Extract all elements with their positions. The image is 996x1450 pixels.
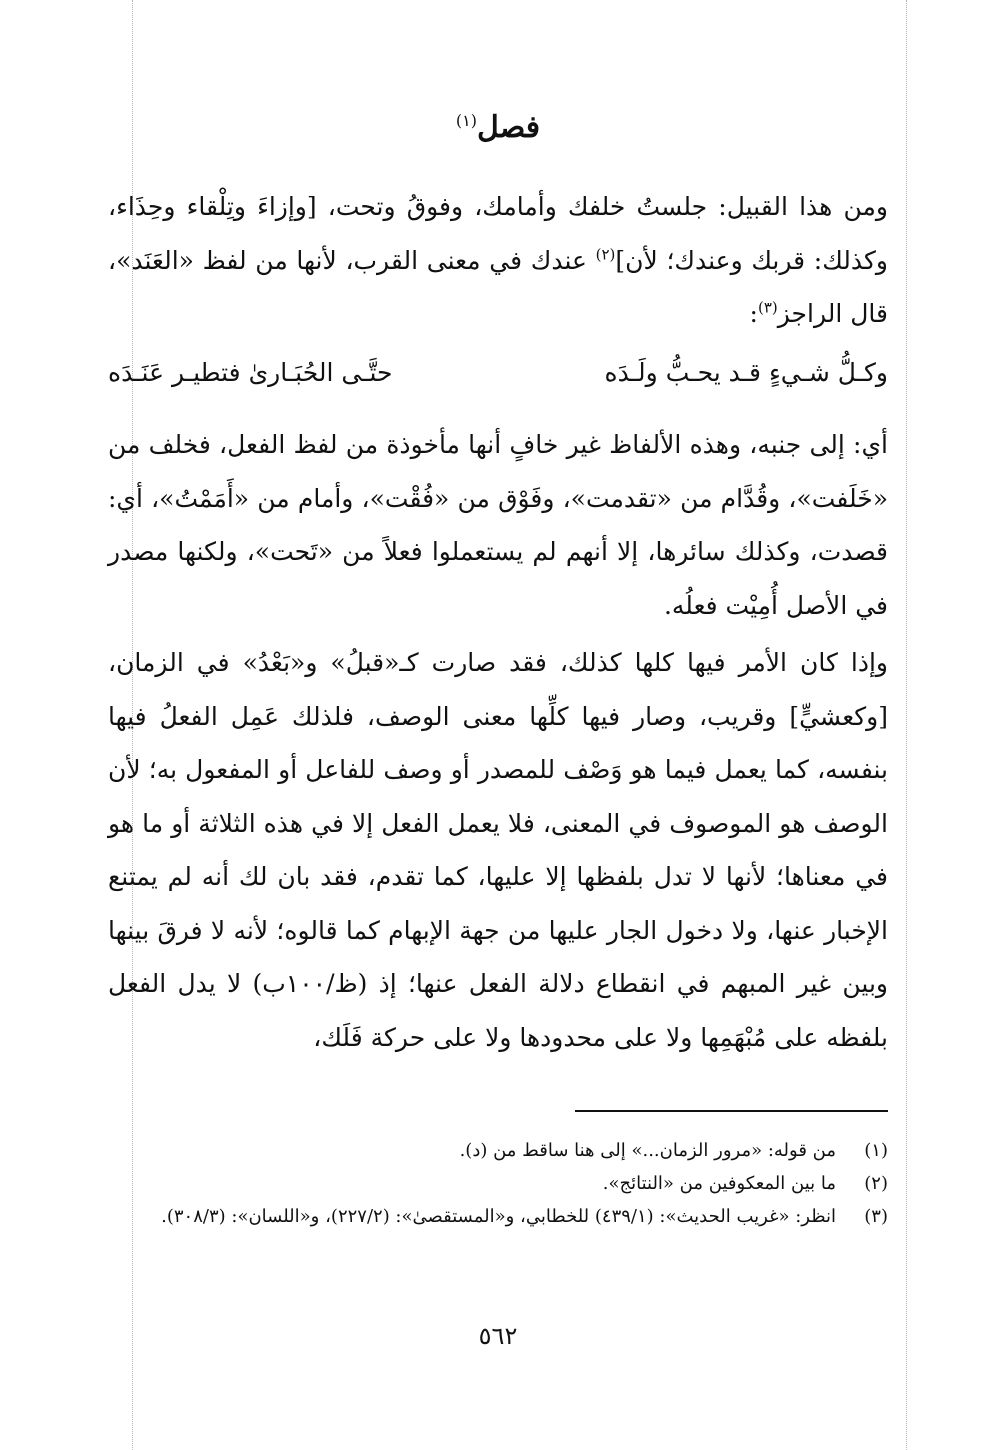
footnote-number: (٢) [864, 1173, 888, 1194]
footnote-text: ما بين المعكوفين من «النتائج». [602, 1173, 836, 1194]
paragraph-2: أي: إلى جنبه، وهذه الألفاظ غير خافٍ أنها مأخوذة من لفظ الفعل، فخلف من «خَلَفت»، وقُدَّام من «تقدمت»، وفَوْق من «فُقْت»، وأمام من «أَمَمْتُ»، أي: قصدت، وكذلك سائرها، إلا أنهم لم يستعملوا فعلاً من «تَحت»، ولكنها مصدر في الأصل أُمِيْت فعلُه. [108, 430, 888, 620]
verse-second-hemistich: حتَّـى الحُبَـارىٰ فتطيـر عَنَـدَه [108, 358, 393, 387]
heading-footnote-ref: (١) [455, 111, 477, 130]
footnote-text: من قوله: «مرور الزمان...» إلى هنا ساقط من (د). [459, 1140, 836, 1161]
paragraph-text: عندك في معنى القرب، لأنها من لفظ «العَنَد»، قال الراجز [108, 245, 888, 328]
footnote-text: انظر: «غريب الحديث»: (٤٣٩/١) للخطابي، و«المستقصىٰ»: (٢٢٧/٢)، و«اللسان»: (٣٠٨/٣). [161, 1206, 836, 1227]
section-title: فصل [477, 110, 541, 145]
paragraph-text: ومن هذا القبيل: جلستُ خلفك وأمامك، وفوقُ وتحت، [وإزاءَ وتِلْقاء وحِذَاء، وكذلك: قربك وعندك؛ لأن] [108, 192, 888, 275]
scan-margin-line [906, 0, 907, 1450]
footnote-ref: (٣) [757, 298, 778, 317]
section-heading [0, 110, 996, 145]
footnote-separator [575, 1110, 888, 1112]
page-number: ٥٦٢ [478, 1322, 518, 1350]
paragraph-3: وإذا كان الأمر فيها كلها كذلك، فقد صارت كـ«قبلُ» و«بَعْدُ» في الزمان، [وكعشيٍّ] وقريب، وصار فيها كلِّها معنى الوصف، فلذلك عَمِل الفعلُ فيها بنفسه، كما يعمل فيما هو وَصْف للمصدر أو وصف للفاعل أو المفعول به؛ لأن الوصف هو الموصوف في المعنى، فلا يعمل الفعل إلا في هذه الثلاثة أو ما هو في معناها؛ لأنها لا تدل بلفظها إلا عليها، كما تقدم، فقد بان لك أنه لم يمتنع الإخبار عنها، ولا دخول الجار عليها من جهة الإبهام كما قالوه؛ لأنه لا فرقَ بينها وبين غير المبهم في انقطاع دلالة الفعل عنها؛ إذ (ظ/١٠٠ب) لا يدل الفعل بلفظه على مُبْهَمِها ولا على محدودها ولا على حركة فَلَك، [108, 648, 888, 1052]
paragraph-1 [108, 180, 888, 341]
verse-first-hemistich: وكـلُّ شـيءٍ قـد يحـبُّ ولَـدَه [604, 358, 888, 387]
footnote-number: (١) [864, 1140, 888, 1161]
footnote-item [108, 1167, 888, 1200]
footnote-item [108, 1200, 888, 1233]
poetry-verse [108, 346, 888, 400]
footnote-ref: (٢) [595, 245, 616, 264]
paragraph-text: : [749, 299, 758, 328]
footnotes-section [108, 1134, 888, 1233]
footnote-item [108, 1134, 888, 1167]
footnote-number: (٣) [864, 1206, 888, 1227]
